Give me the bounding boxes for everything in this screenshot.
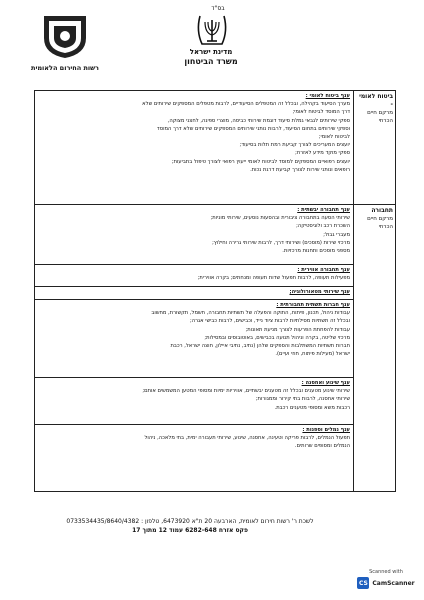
row-header [353,91,395,204]
page-footer [40,517,340,535]
section-title: ענף ביטוח לאומי : [305,93,350,99]
section-line: ספקי מוקד מידע לאזרח; [295,150,350,157]
row-content [35,205,353,491]
row-header-title: ביטוח לאומי - [359,93,393,108]
section-title: ענף תחבורה יבשתית : [297,207,350,213]
ministry-name: משרד הביטחון [184,57,238,66]
section-line: דרך המוסד לביטוח לאומי; [292,109,350,116]
section-line: מספני מוסכים ותחנות מרכזיות. [282,248,350,255]
section-line: ספקי שירותים לגבאי גמלת סיעוד דוגמת שירותי כביסה, מוצרי ספיגה, לחצני מצוקה, [167,117,350,124]
blessing-text: בס"ד [211,5,225,12]
section-title: ענף שירותי מטאורולוגיה; [289,289,350,295]
row-header-title: תחבורה [371,207,393,214]
state-emblem-icon [186,14,238,52]
section-line: שירותי הסעה בתחבורה ציבורית ובהסעות נוסעים, שירותי מוניות; [210,215,350,222]
section-line: חברות תשתיות המשתלבות והספקים שלהן (נתיב, נתיבי איילון, חוצה ישראל, רכבת [170,343,350,350]
section-line: עבודות להפחתת הפרעות לצורך מניעת תאונות; [245,326,350,333]
sectors-table [34,90,396,492]
row-header-subtitle: מרקם חיים הכרחי [367,216,393,230]
section-line: מעברי גבול; [323,231,350,238]
letterhead [0,0,424,100]
section-line: יועצים רפואיים המספקים למוסד לביטוח לאומי ייעוץ רפואי לצורך טיפול בתביעות; [171,158,350,165]
section-ports-shipping [35,425,353,491]
section-line: מרכזי שליטה, בקרה וניהול תנועה בכבישים, באוטובוסים ובמסילות; [204,334,350,341]
section-title: ענף חברות תשתית תחבורתית : [276,302,350,308]
authority-name: רשות החירום הלאומית [31,64,99,72]
section-line: שירותי אחסנה, לרבות בתי קירור וממגורות; [255,396,350,403]
section-line: לביטוח לאומי; [318,134,350,141]
footer-address: לשכת ר' רשות חירום לאומית, הארבעה 20 ת"א 6473920, טלפון : 0733534435/8640/4382 [66,518,314,525]
section-land-transport [35,205,353,265]
section-line: שירותי שינוע מטענים ובכלל זה מטענים יבשתיים, אוויריות ימיות ומסופי המטען המשמשים אותם; [142,388,350,395]
camscanner-name: CamScanner [372,579,415,587]
section-line: ובכלל זה תשתיות מסילתיות לרבות ציוד נייד, וכבישים, לרבות כבישי אגרה; [189,318,350,325]
nea-logo-icon [40,12,90,60]
section-line: רופאים ונותני שירות לצורך קביעת דרגת נכות. [250,166,350,173]
section-title: ענף נמלים וספנות : [302,427,350,433]
footer-fax-page: פקס אזרח 6282-648 עמוד 12 מתוך 17 [132,527,248,534]
section-national-insurance [35,91,353,205]
row-header [353,205,395,491]
state-name: מדינת ישראל [189,48,233,56]
section-line: מערך הסיעוד בקהילה, ובכלל זה המטפלים הסיעודיים, לרבות מטפלים המספקים שירותים שלא [142,101,350,108]
section-line: עבודות ניהול, תכנון, פיתוח, התוקה והפעלה של תשתיות תחבורה, חשמל, תקשורת, מחשוב [151,310,350,317]
section-air-transport [35,265,353,287]
section-line: תפעול הנמלים, לרבות פריקה וטעינה, אחסנה, שינוע, שירותי תעבורה ימית, בתי מלאכה, ניהול [144,435,350,442]
menorah-emblem-icon [194,14,230,48]
scanned-with-text: Scanned with [369,569,403,575]
row-content [35,91,353,204]
camscanner-brand [356,577,416,589]
section-line: רכבות משא ומסופי מטענים רכבת. [274,404,350,411]
section-title: ענף שינוע ואחסנה : [301,380,350,386]
section-logistics-storage [35,378,353,425]
camscanner-watermark [356,569,416,597]
section-line: מרכזי שירות (מוסכים) ושירותי דרך, לרבות שירותי גרירה וחילוץ; [212,239,350,246]
section-line: יועצים המעריכים לצורך קביעת רמת תלות בסיעוד; [239,142,350,149]
row-header-subtitle: מרקם חיים הכרחי [367,110,393,124]
section-title: ענף תחבורה אווירית : [297,267,350,273]
section-line: הנמלים ומסופים שרותים. [294,443,350,450]
table-row-transportation [35,205,395,491]
section-line: השכרת רכב ולוגיסטיקה; [296,223,350,230]
table-row-national-insurance [35,91,395,205]
section-line: וספקי שירותים בתחום הסיעוד, לרבות נותני שירותים המספקים שירותים שלא דרך המוסד [156,125,350,132]
section-line: מפעילות תעופה, לרבות תפעול שדות תעופה ומנחתים; בקרה אווירית; [197,275,350,282]
section-meteorology [35,287,353,300]
section-line: ישראל (מעילות פיתוח, חוזי ועיים). [275,351,350,358]
section-infrastructure [35,300,353,378]
camscanner-icon: CS [357,577,369,589]
